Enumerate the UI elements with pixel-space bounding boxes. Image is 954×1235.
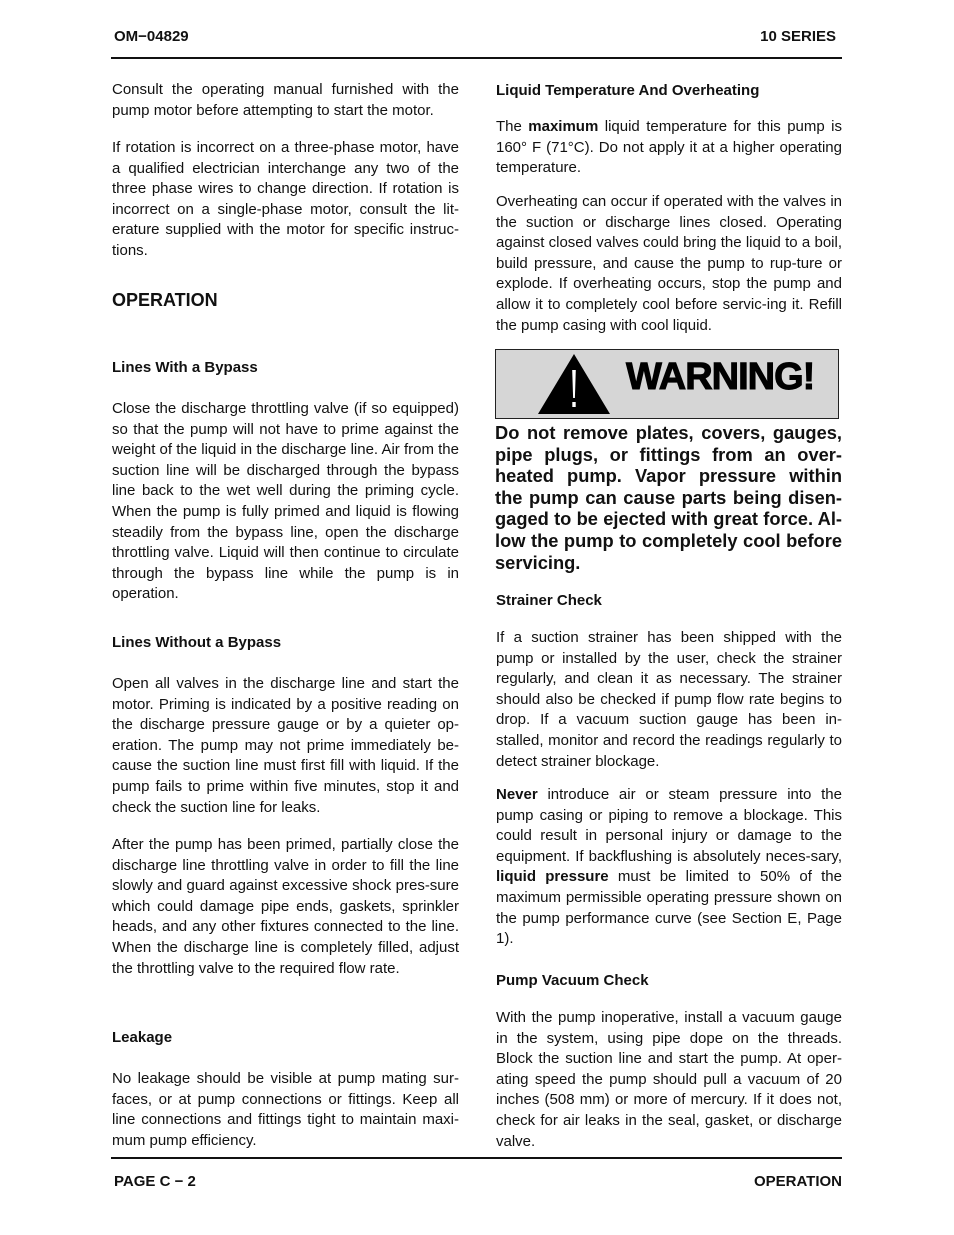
subheading-no-bypass: Lines Without a Bypass: [112, 634, 282, 651]
subheading-temperature: Liquid Temperature And Overheating: [496, 82, 760, 99]
strainer-paragraph: If a suction strainer has been shipped with the pump or installed by the user, check the strainer regularly, and clean it as necessary. The strainer should also be checked if pump flow rate begins to drop. If a vacuum suction gauge has been in-stalled, monitor and record the readings regularly to detect strainer blockage.: [496, 629, 842, 770]
backflush-paragraph: Never introduce air or steam pressure into the pump casing or piping to remove a blockage. This could result in personal injury or damage to the equipment. If backflushing is absolutely neces-sary, liquid pressure must be limited to 50% of the maximum permissible operating pressure shown on the pump performance curve (see Section E, Page 1).: [496, 786, 842, 948]
series-label: 10 SERIES: [760, 28, 836, 45]
warning-triangle-icon: [536, 352, 612, 416]
subheading-bypass: Lines With a Bypass: [112, 359, 258, 376]
intro-paragraph: Consult the operating manual furnished with the pump motor before attempting to start the motor.: [112, 81, 459, 119]
vacuum-paragraph: With the pump inoperative, install a vacuum gauge in the system, using pipe dope on the threads. Block the suction line and start the pump. At oper-ating speed the pump should pull a vacuum of 20 inches (508 mm) or more of mercury. If it does not, check for air leaks in the seal, gasket, or discharge valve.: [496, 1009, 842, 1150]
warning-word: WARNING!: [626, 356, 815, 398]
page-number: PAGE C − 2: [114, 1173, 196, 1190]
section-name: OPERATION: [753, 1173, 842, 1190]
subheading-vacuum: Pump Vacuum Check: [496, 972, 649, 989]
document-number: OM−04829: [114, 28, 189, 45]
no-bypass-paragraph-2: After the pump has been primed, partially close the discharge line throttling valve in order to fill the line slowly and guard against excessive shock pres-sure which could damage pipe ends, gaskets, sprinkler heads, and any other fixtures connected to the line. When the discharge line is completely filled, adjust the throttling valve to the required flow rate.: [112, 836, 459, 977]
leakage-paragraph: No leakage should be visible at pump mating sur-faces, or at pump connections or fittings. Keep all line connections and fittings tight to maintain maxi-mum pump efficiency.: [112, 1070, 459, 1149]
section-heading-operation: OPERATION: [112, 290, 218, 310]
subheading-strainer: Strainer Check: [496, 592, 602, 609]
no-bypass-paragraph-1: Open all valves in the discharge line and start the motor. Priming is indicated by a positive reading on the discharge pressure gauge or by a quieter op-eration. The pump may not prime immediately be-cause the suction line must first fill with liquid. If the pump fails to prime within five minutes, stop it and check the suction line for leaks.: [112, 675, 459, 816]
bypass-paragraph: Close the discharge throttling valve (if so equipped) so that the pump will not have to prime against the weight of the liquid in the discharge line. Air from the suction line will be discharged through the bypass line back to the wet well during the priming cycle. When the pump is fully primed and liquid is flowing steadily from the bypass line, open the discharge throttling valve. Liquid will then continue to circulate through the bypass line while the pump is in operation.: [112, 400, 459, 603]
footer-rule: [111, 1157, 842, 1159]
temperature-paragraph-1: The maximum liquid temperature for this pump is 160° F (71°C). Do not apply it at a higher operating temperature.: [496, 118, 842, 177]
rotation-paragraph: If rotation is incorrect on a three-phase motor, have a qualified electrician interchange any two of the three phase wires to change direction. If rotation is incorrect on a single-phase motor, consult the lit-erature supplied with the motor for specific instruc-tions.: [112, 139, 459, 259]
warning-text: Do not remove plates, covers, gauges, pipe plugs, or fittings from an over-heated pump. Vapor pressure within the pump can cause parts being disen-gaged to be ejected with great force. Al-low the pump to completely cool before servicing.: [495, 422, 842, 573]
header-rule: [111, 57, 842, 59]
temperature-paragraph-2: Overheating can occur if operated with the valves in the suction or discharge lines closed. Operating against closed valves could bring the liquid to a boil, build pressure, and cause the pump to rup-ture or explode. If overheating occurs, stop the pump and allow it to completely cool before servic-ing it. Refill the pump casing with cool liquid.: [496, 193, 842, 334]
subheading-leakage: Leakage: [112, 1029, 173, 1046]
